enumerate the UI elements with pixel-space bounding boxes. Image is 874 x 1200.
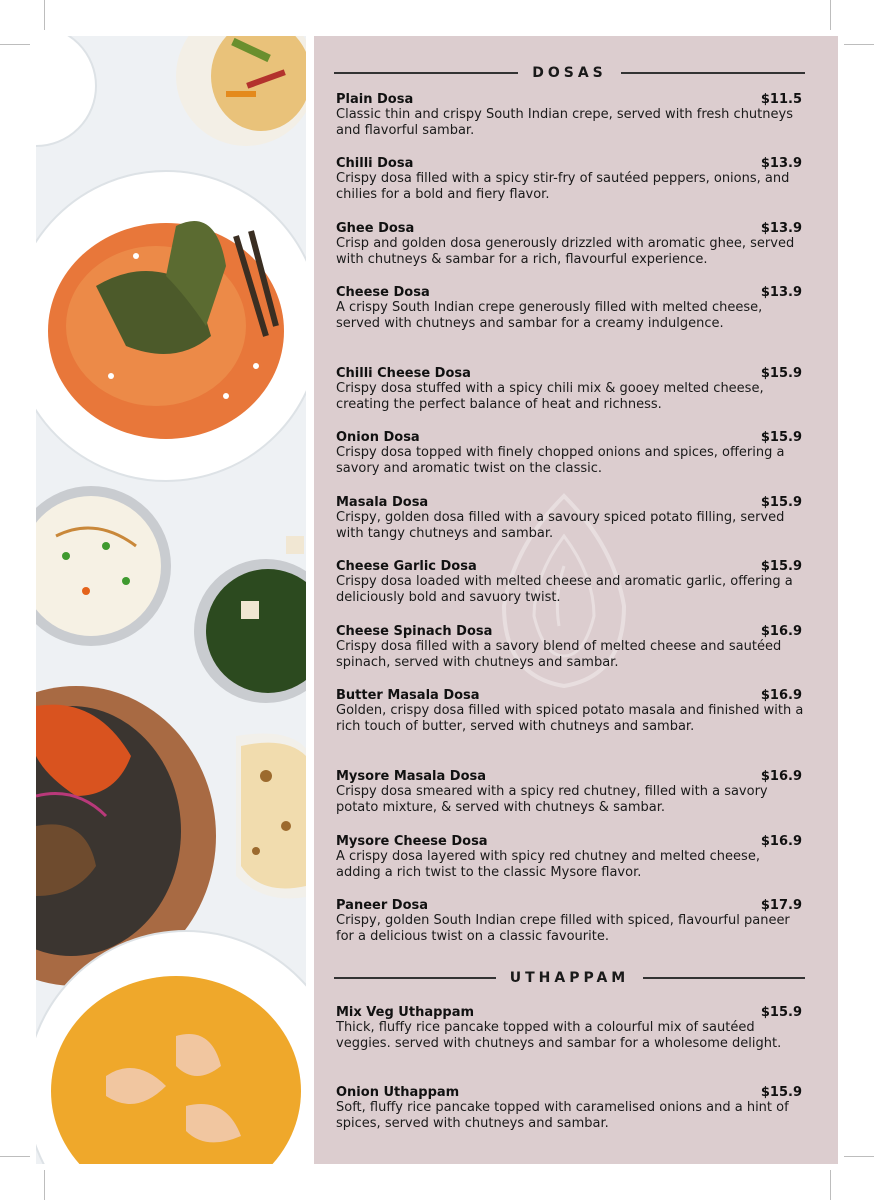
item-name: Mysore Masala Dosa bbox=[336, 769, 487, 784]
food-photo bbox=[36, 36, 306, 1164]
item-description: A crispy South Indian crepe generously filled with melted cheese, served with chutneys and sambar for a creamy indulgence. bbox=[336, 300, 763, 331]
menu-item bbox=[336, 221, 804, 268]
item-price: $11.5 bbox=[760, 92, 802, 107]
menu-item bbox=[336, 430, 804, 477]
item-name: Mysore Cheese Dosa bbox=[336, 834, 488, 849]
crop-mark bbox=[830, 1170, 831, 1200]
item-name: Paneer Dosa bbox=[336, 898, 429, 913]
item-name: Butter Masala Dosa bbox=[336, 688, 480, 703]
item-price: $15.9 bbox=[760, 1005, 802, 1020]
item-name: Cheese Dosa bbox=[336, 285, 430, 300]
item-name: Chilli Dosa bbox=[336, 156, 414, 171]
item-price: $13.9 bbox=[760, 285, 802, 300]
item-price: $16.9 bbox=[760, 688, 802, 703]
item-price: $13.9 bbox=[760, 221, 802, 236]
item-name: Ghee Dosa bbox=[336, 221, 415, 236]
crop-mark bbox=[0, 1156, 30, 1157]
item-name: Onion Dosa bbox=[336, 430, 420, 445]
menu-item bbox=[336, 1005, 804, 1052]
section-header-dosas bbox=[334, 63, 805, 83]
item-name: Cheese Garlic Dosa bbox=[336, 559, 477, 574]
item-price: $13.9 bbox=[760, 156, 802, 171]
crop-mark bbox=[44, 0, 45, 30]
item-description: Crispy, golden dosa filled with a savoury spiced potato filling, served with tangy chutneys and sambar. bbox=[336, 510, 785, 541]
item-name: Masala Dosa bbox=[336, 495, 429, 510]
item-price: $17.9 bbox=[760, 898, 802, 913]
menu-item bbox=[336, 366, 804, 413]
crop-mark bbox=[0, 44, 30, 45]
item-name: Chilli Cheese Dosa bbox=[336, 366, 471, 381]
item-description: Crispy dosa topped with finely chopped onions and spices, offering a savory and aromatic twist on the classic. bbox=[336, 445, 785, 476]
menu-item bbox=[336, 769, 804, 816]
item-description: Classic thin and crispy South Indian crepe, served with fresh chutneys and flavorful sambar. bbox=[336, 107, 793, 138]
menu-item bbox=[336, 92, 804, 139]
item-price: $15.9 bbox=[760, 559, 802, 574]
menu-item bbox=[336, 688, 804, 735]
item-price: $15.9 bbox=[760, 1085, 802, 1100]
item-description: Crisp and golden dosa generously drizzled with aromatic ghee, served with chutneys & sambar for a rich, flavourful experience. bbox=[336, 236, 795, 267]
menu-item bbox=[336, 559, 804, 606]
item-description: Crispy dosa filled with a spicy stir-fry of sautéed peppers, onions, and chilies for a bold and fiery flavor. bbox=[336, 171, 790, 202]
item-name: Plain Dosa bbox=[336, 92, 414, 107]
item-price: $16.9 bbox=[760, 834, 802, 849]
item-description: Thick, fluffy rice pancake topped with a colourful mix of sautéed veggies. served with chutneys and sambar for a wholesome delight. bbox=[336, 1020, 782, 1051]
item-price: $15.9 bbox=[760, 366, 802, 381]
menu-item bbox=[336, 156, 804, 203]
crop-mark bbox=[844, 1156, 874, 1157]
section-header-uthappam bbox=[334, 968, 805, 988]
item-description: A crispy dosa layered with spicy red chutney and melted cheese, adding a rich twist to the classic Mysore flavor. bbox=[336, 849, 760, 880]
item-description: Crispy dosa filled with a savory blend of melted cheese and sautéed spinach, served with chutneys and sambar. bbox=[336, 639, 782, 670]
item-description: Golden, crispy dosa filled with spiced potato masala and finished with a rich touch of butter, served with chutneys and sambar. bbox=[336, 703, 804, 734]
item-price: $16.9 bbox=[760, 624, 802, 639]
item-description: Soft, fluffy rice pancake topped with caramelised onions and a hint of spices, served with chutneys and sambar. bbox=[336, 1100, 789, 1131]
menu-item bbox=[336, 1085, 804, 1132]
item-description: Crispy dosa smeared with a spicy red chutney, filled with a savory potato mixture, & served with chutneys & sambar. bbox=[336, 784, 768, 815]
item-description: Crispy dosa loaded with melted cheese and aromatic garlic, offering a deliciously bold and savuory twist. bbox=[336, 574, 793, 605]
item-price: $15.9 bbox=[760, 495, 802, 510]
item-name: Mix Veg Uthappam bbox=[336, 1005, 475, 1020]
section-title: DOSAS bbox=[532, 65, 607, 81]
divider bbox=[621, 72, 805, 74]
menu-item bbox=[336, 898, 804, 945]
crop-mark bbox=[844, 44, 874, 45]
menu-panel bbox=[314, 36, 838, 1164]
menu-item bbox=[336, 834, 804, 881]
item-description: Crispy dosa stuffed with a spicy chili mix & gooey melted cheese, creating the perfect balance of heat and richness. bbox=[336, 381, 764, 412]
menu-item bbox=[336, 285, 804, 332]
divider bbox=[643, 977, 805, 979]
item-name: Cheese Spinach Dosa bbox=[336, 624, 493, 639]
menu-item bbox=[336, 624, 804, 671]
divider bbox=[334, 72, 518, 74]
crop-mark bbox=[44, 1170, 45, 1200]
item-name: Onion Uthappam bbox=[336, 1085, 460, 1100]
item-description: Crispy, golden South Indian crepe filled with spiced, flavourful paneer for a delicious twist on a classic favourite. bbox=[336, 913, 790, 944]
menu-item bbox=[336, 495, 804, 542]
item-price: $16.9 bbox=[760, 769, 802, 784]
crop-mark bbox=[830, 0, 831, 30]
section-title: UTHAPPAM bbox=[509, 970, 630, 986]
divider bbox=[334, 977, 496, 979]
item-price: $15.9 bbox=[760, 430, 802, 445]
